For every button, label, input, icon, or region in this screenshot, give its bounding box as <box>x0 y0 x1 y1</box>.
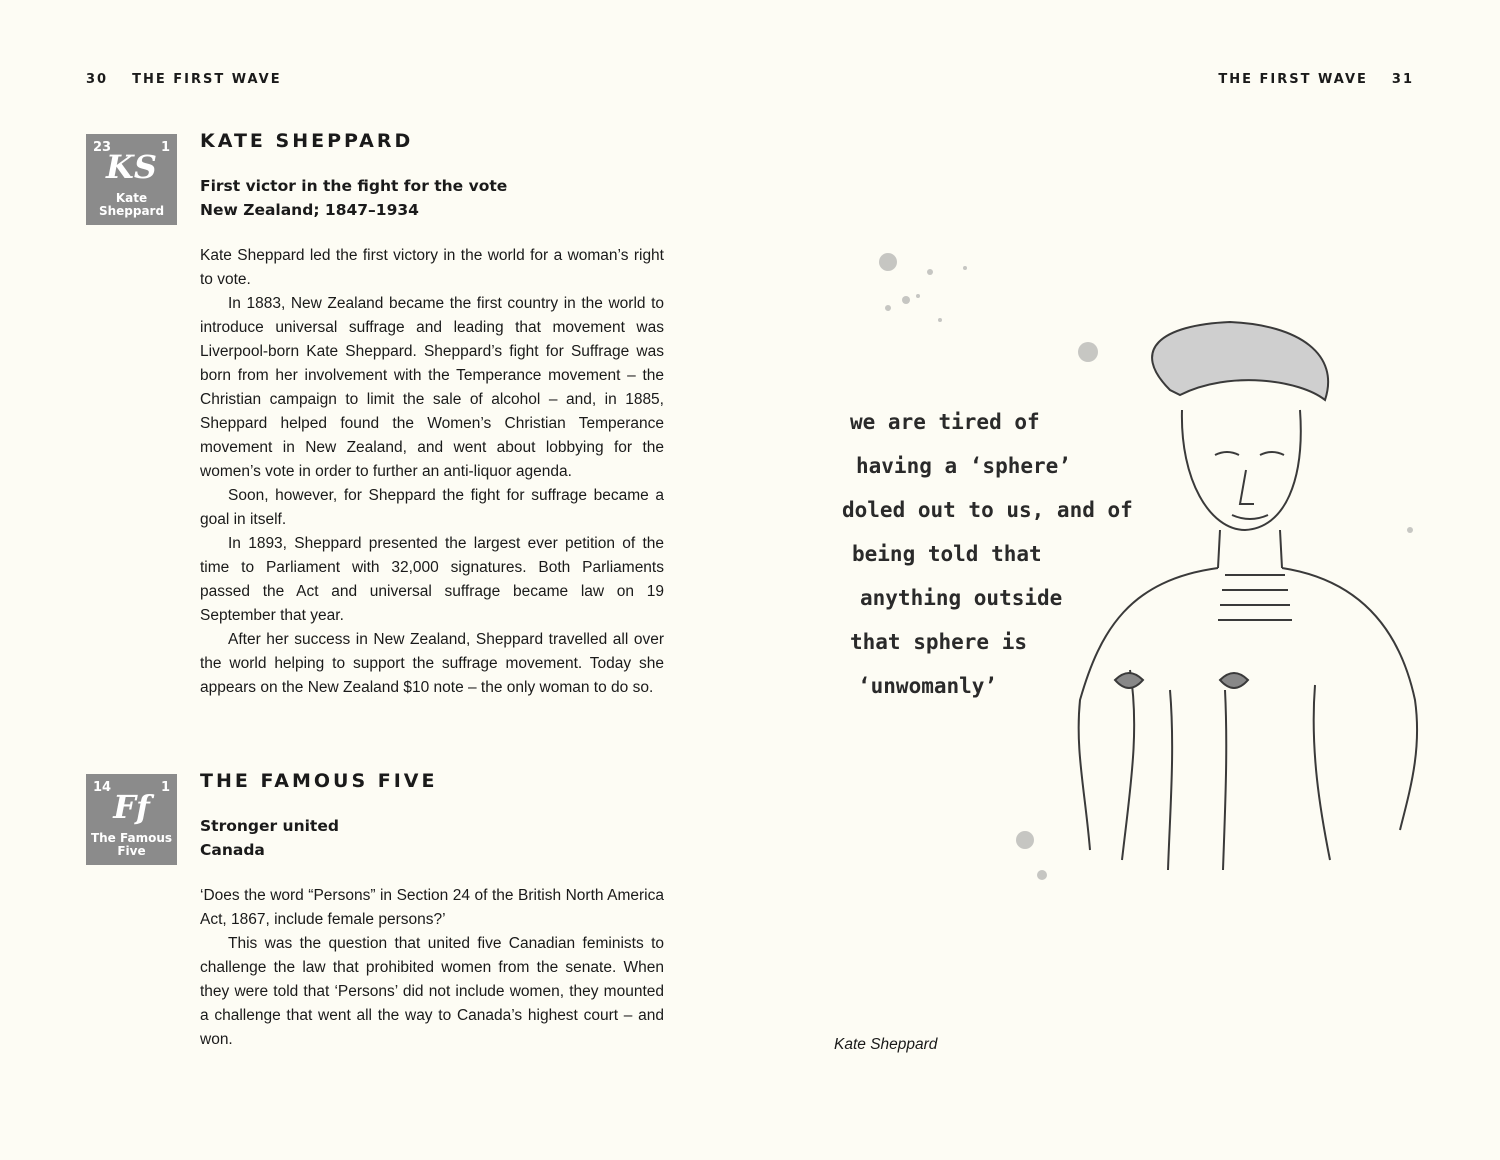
element-tile-famous-five <box>86 774 177 865</box>
quote-block <box>842 410 1133 718</box>
section-meta: Canada <box>200 841 265 859</box>
tile-name: The Famous Five <box>90 831 173 858</box>
section-body <box>200 244 664 700</box>
section-title: THE FAMOUS FIVE <box>200 770 438 792</box>
left-running-title: THE FIRST WAVE <box>132 72 282 87</box>
right-page-number: 31 <box>1391 72 1414 87</box>
tile-rank: 1 <box>160 140 170 155</box>
paragraph: In 1883, New Zealand became the first country in the world to introduce universal suffrage and leading that movement was Liverpool-born Kate Sheppard. Sheppard’s fight for Suffrage was born from her involvement with the Temperance movement – the Christian campaign to limit the sale of alcohol – and, in 1885, Sheppard helped found the Women’s Christian Temperance movement in New Zealand, and went about lobbying for the women’s vote in order to further an anti-liquor agenda. <box>200 295 664 480</box>
paragraph: This was the question that united five Canadian feminists to challenge the law that prohibited women from the senate. When they were told that ‘Persons’ did not include women, they mounted a challenge that went all the way to Canada’s highest court – and won. <box>200 935 664 1048</box>
section-title: KATE SHEPPARD <box>200 130 414 152</box>
tile-symbol: KS <box>106 148 157 186</box>
paragraph: Soon, however, for Sheppard the fight for suffrage became a goal in itself. <box>200 487 664 528</box>
quote-line: that sphere is <box>850 630 1028 654</box>
quote-line: having a ‘sphere’ <box>856 454 1071 478</box>
tile-number: 14 <box>93 780 112 795</box>
quote-line: anything outside <box>860 586 1063 610</box>
section-kate-sheppard <box>200 130 664 700</box>
quote-line: we are tired of <box>850 410 1040 434</box>
paragraph: After her success in New Zealand, Sheppard travelled all over the world helping to support the suffrage movement. Today she appears on the New Zealand $10 note – the only woman to do so. <box>200 631 664 696</box>
tile-symbol: Ff <box>113 788 150 826</box>
quote-line: ‘unwomanly’ <box>858 674 998 698</box>
left-running-head <box>86 72 282 87</box>
tile-number: 23 <box>93 140 112 155</box>
section-body <box>200 884 664 1052</box>
right-running-head <box>1218 72 1414 87</box>
right-running-title: THE FIRST WAVE <box>1218 72 1368 87</box>
section-meta: New Zealand; 1847–1934 <box>200 201 419 219</box>
paragraph: Kate Sheppard led the first victory in the world for a woman’s right to vote. <box>200 247 664 288</box>
section-subtitle: Stronger united <box>200 817 339 835</box>
left-page-number: 30 <box>86 72 109 87</box>
paragraph: In 1893, Sheppard presented the largest ever petition of the time to Parliament with 32,000 signatures. Both Parliaments passed the Act and universal suffrage became law on 19 September that year. <box>200 535 664 624</box>
quote-line: doled out to us, and of <box>842 498 1133 522</box>
paragraph: ‘Does the word “Persons” in Section 24 of the British North America Act, 1867, include female persons?’ <box>200 887 664 928</box>
image-caption: Kate Sheppard <box>834 1036 938 1053</box>
section-subtitle: First victor in the fight for the vote <box>200 177 508 195</box>
tile-rank: 1 <box>160 780 170 795</box>
quote-line: being told that <box>852 542 1042 566</box>
element-tile-kate-sheppard <box>86 134 177 225</box>
tile-name: Kate Sheppard <box>98 191 165 218</box>
section-famous-five <box>200 770 664 1052</box>
